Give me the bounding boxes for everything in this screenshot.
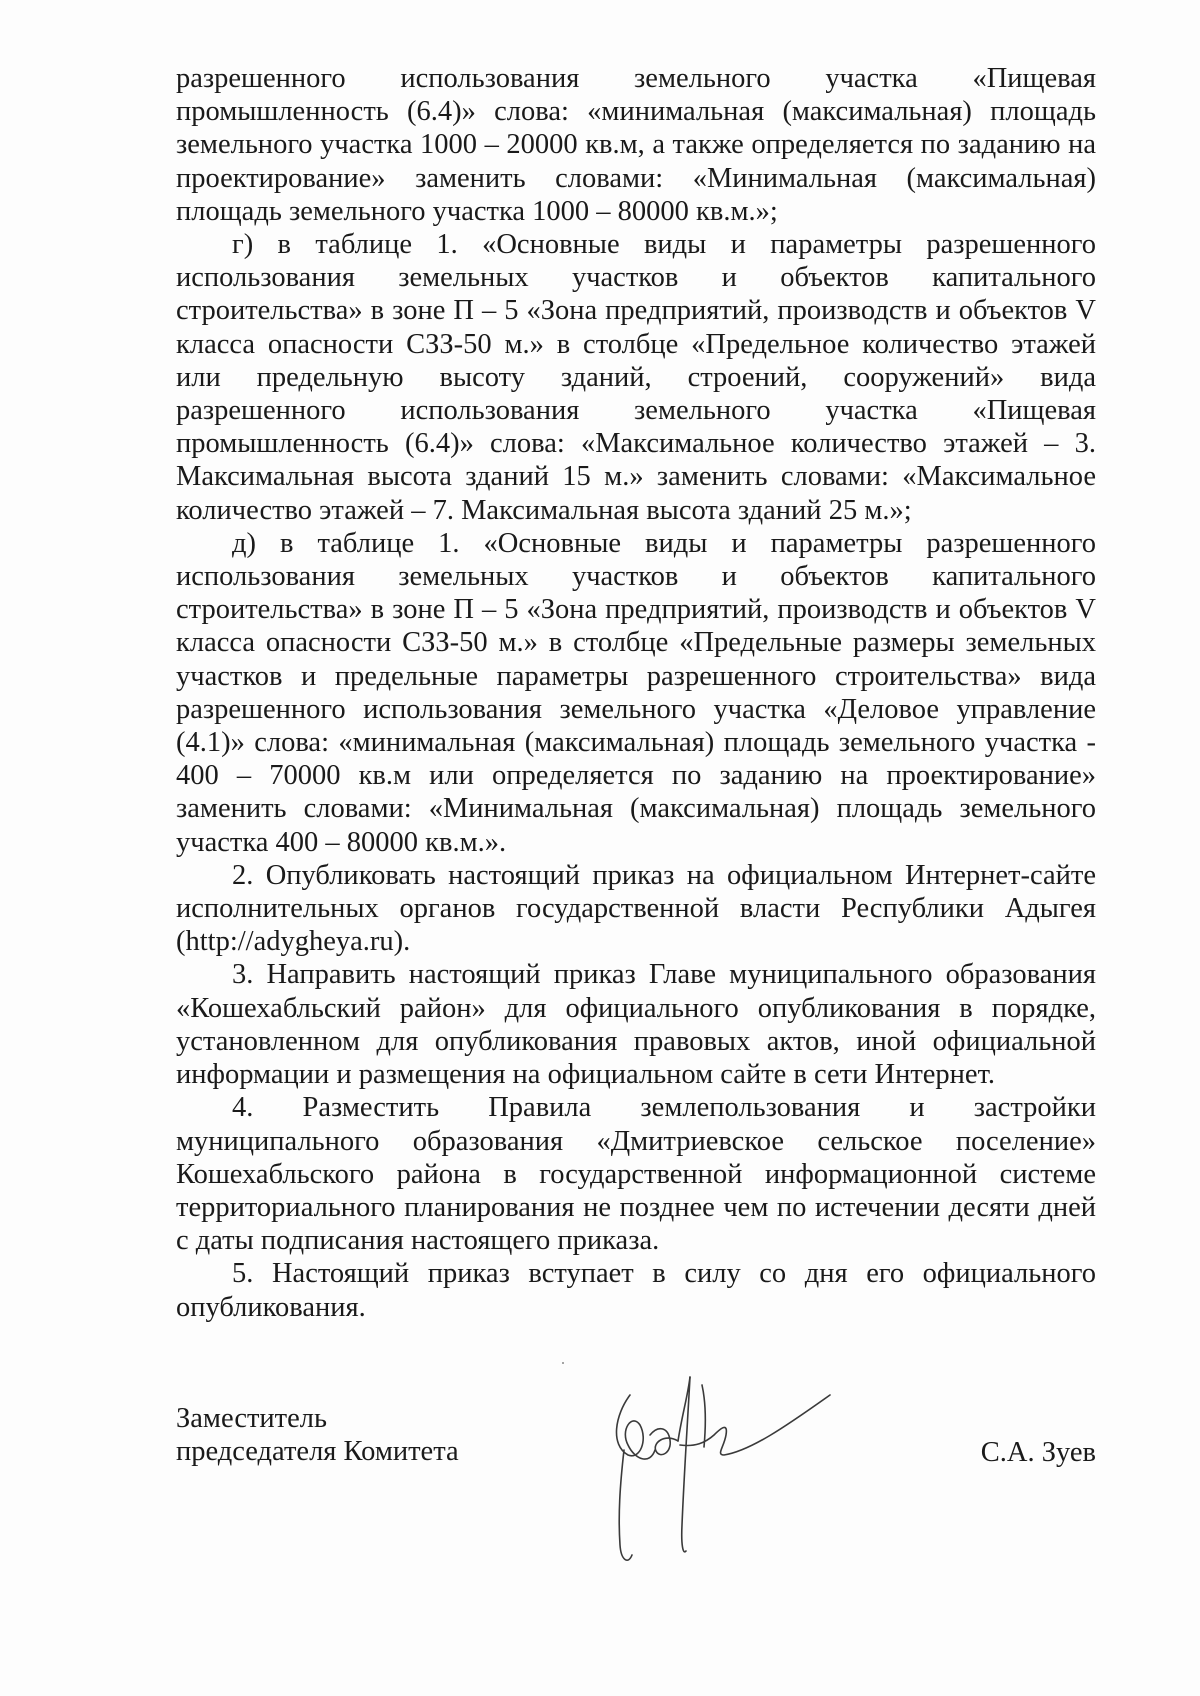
- paragraph-point-4: 4. Разместить Правила землепользования и застройки муниципального образования «Дмитриевское сельское поселение» Кошехабльского района в государственной информационной системе территориального планирования не позднее чем по истечении десяти дней с даты подписания настоящего приказа.: [176, 1092, 1096, 1257]
- paragraph-item-d: д) в таблице 1. «Основные виды и параметры разрешенного использования земельных участков и объектов капитального строительства» в зоне П – 5 «Зона предприятий, производств и объектов V класса опасности СЗЗ-50 м.» в столбце «Предельные размеры земельных участков и предельные параметры разрешенного строительства» вида разрешенного использования земельного участка «Деловое управление (4.1)» слова: «минимальная (максимальная) площадь земельного участка - 400 – 70000 кв.м или определяется по заданию на проектирование» заменить словами: «Минимальная (максимальная) площадь земельного участка 400 – 80000 кв.м.».: [176, 527, 1096, 858]
- signatory-position: [176, 1402, 459, 1468]
- paragraph-point-3: 3. Направить настоящий приказ Главе муниципального образования «Кошехабльский район» для официального опубликования в порядке, установленном для опубликования правовых актов, иной официальной информации и размещения на официальном сайте в сети Интернет.: [176, 959, 1096, 1091]
- document-body: [176, 62, 1096, 1324]
- signatory-position-line1: Заместитель: [176, 1403, 328, 1434]
- paragraph-point-5: 5. Настоящий приказ вступает в силу со дня его официального опубликования.: [176, 1258, 1096, 1323]
- signatory-name: С.А. Зуев: [980, 1437, 1096, 1468]
- paragraph-continuation: разрешенного использования земельного участка «Пищевая промышленность (6.4)» слова: «минимальная (максимальная) площадь земельного участка 1000 – 20000 кв.м, а также определяется по заданию на проектирование» заменить словами: «Минимальная (максимальная) площадь земельного участка 1000 – 80000 кв.м.»;: [176, 63, 1096, 227]
- scan-speck: [562, 1362, 564, 1364]
- handwritten-signature: [610, 1355, 840, 1595]
- paragraph-item-g: г) в таблице 1. «Основные виды и параметры разрешенного использования земельных участков и объектов капитального строительства» в зоне П – 5 «Зона предприятий, производств и объектов V класса опасности СЗЗ-50 м.» в столбце «Предельное количество этажей или предельную высоту зданий, строений, сооружений» вида разрешенного использования земельного участка «Пищевая промышленность (6.4)» слова: «Максимальное количество этажей – 3. Максимальная высота зданий 15 м.» заменить словами: «Максимальное количество этажей – 7. Максимальная высота зданий 25 м.»;: [176, 229, 1096, 526]
- signatory-position-line2: председателя Комитета: [176, 1436, 459, 1467]
- paragraph-point-2: 2. Опубликовать настоящий приказ на официальном Интернет-сайте исполнительных органов государственной власти Республики Адыгея (http://adygheya.ru).: [176, 859, 1096, 958]
